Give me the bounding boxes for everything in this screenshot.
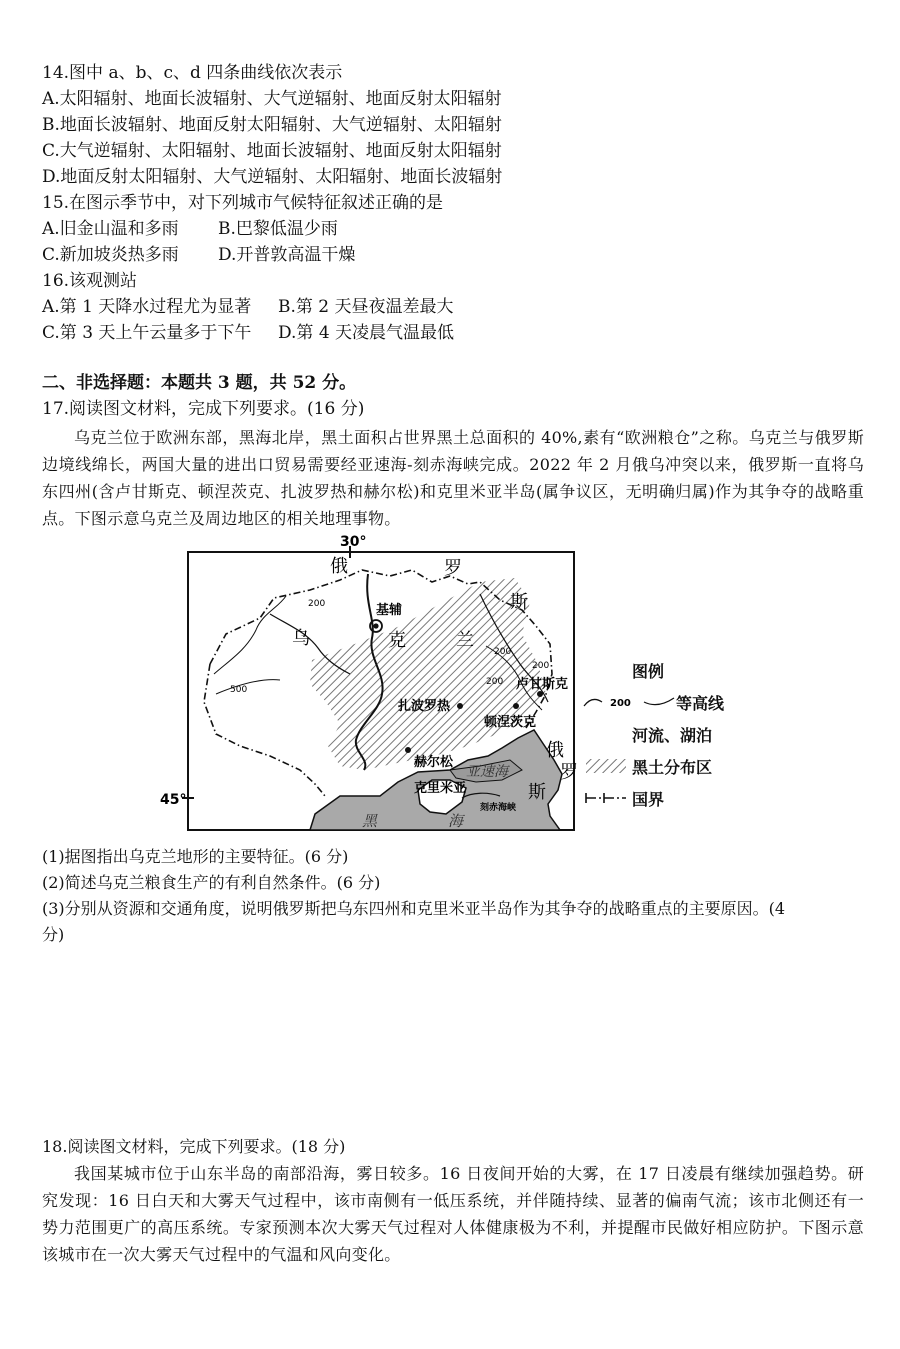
donetsk-marker (513, 703, 519, 709)
q15-options-row1 (42, 218, 338, 240)
lon-label: 30° (340, 534, 367, 550)
kerch-label: 刻赤海峡 (480, 803, 517, 813)
ukraine-2: 克 (388, 630, 406, 651)
azov-label: 亚速海 (466, 764, 508, 780)
q18-stem: 18.阅读图文材料，完成下列要求。(18 分) (42, 1137, 346, 1156)
legend-border-label: 国界 (632, 789, 665, 809)
q15-option-c: C.新加坡炎热多雨 (42, 245, 179, 265)
zaporizhzhia-label: 扎波罗热 (398, 699, 451, 714)
russia-e-2: 罗 (560, 762, 578, 783)
legend-blacksoil-label: 黑土分布区 (632, 757, 713, 777)
contour-200-label-d: 200 (532, 661, 550, 671)
blacksoil-swatch-icon (584, 757, 632, 775)
zaporizhzhia-marker (457, 703, 463, 709)
q16-option-b: B.第 2 天昼夜温差最大 (278, 297, 454, 317)
donetsk-label: 顿涅茨克 (484, 715, 537, 730)
legend-blacksoil-row (582, 750, 762, 782)
q15-option-a: A.旧金山温和多雨 (42, 219, 179, 239)
q18-material: 我国某城市位于山东半岛的南部沿海，雾日较多。16 日夜间开始的大雾，在 17 日凌晨有继续加强趋势。研究发现：16 日白天和大雾天气过程中，该市南侧有一低压系统，并伴随持续、显著的偏南气流；该市北侧还有一势力范围更广的高压系统。专家预测本次大雾天气过程对人体健康极为不利，并提醒市民做好相应防护。下图示意该城市在一次大雾天气过程中的气温和风向变化。 (42, 1164, 864, 1264)
legend-contour-label: 等高线 (676, 693, 725, 713)
q15-options-row2 (42, 244, 355, 266)
russia-n-3: 斯 (510, 592, 528, 613)
legend-title: 图例 (632, 661, 665, 681)
q17-question-3: (3)分别从资源和交通角度，说明俄罗斯把乌东四州和克里米亚半岛作为其争夺的战略重点的主要原因。(4 (42, 899, 786, 918)
contour-200-label-a: 200 (308, 599, 326, 609)
contour-200-label-b: 200 (494, 647, 512, 657)
crimea-label: 克里米亚 (414, 781, 467, 796)
map-legend (582, 654, 762, 814)
lat-label: 45° (160, 792, 187, 808)
q16-option-c: C.第 3 天上午云量多于下午 (42, 323, 252, 343)
legend-rivers-label: 河流、湖泊 (632, 725, 713, 745)
q16-options-row2 (42, 322, 454, 344)
q16-option-a: A.第 1 天降水过程尤为显著 (42, 297, 252, 317)
kherson-label: 赫尔松 (414, 755, 454, 770)
q14-option-b: B.地面长波辐射、地面反射太阳辐射、大气逆辐射、太阳辐射 (42, 115, 502, 135)
russia-n-1: 俄 (330, 556, 348, 577)
legend-rivers-row (582, 718, 762, 750)
q17-material: 乌克兰位于欧洲东部，黑海北岸，黑土面积占世界黑土总面积的 40%,素有“欧洲粮仓”之称。乌克兰与俄罗斯边境线绵长，两国大量的进出口贸易需要经亚速海-刻赤海峡完成。2022 年 2 月俄乌冲突以来，俄罗斯一直将乌东四州(含卢甘斯克、顿涅茨克、扎波罗热和赫尔松)和克里米亚半岛(属争议区，无明确归属)作为其争夺的战略重点。下图示意乌克兰及周边地区的相关地理事物。 (42, 428, 864, 528)
legend-contour-value: 200 (610, 698, 631, 709)
q16-options-row1 (42, 296, 454, 318)
black-sea-label-2: 海 (448, 812, 464, 830)
q14-option-c: C.大气逆辐射、太阳辐射、地面长波辐射、地面反射太阳辐射 (42, 141, 502, 161)
q17-question-2: (2)简述乌克兰粮食生产的有利自然条件。(6 分) (42, 873, 381, 892)
contour-symbol-icon (582, 694, 676, 710)
russia-n-2: 罗 (444, 558, 462, 579)
black-sea-label-1: 黑 (362, 812, 378, 830)
q17-question-1: (1)据图指出乌克兰地形的主要特征。(6 分) (42, 847, 349, 866)
luhansk-label: 卢甘斯克 (516, 677, 569, 692)
q15-option-d: D.开普敦高温干燥 (218, 245, 356, 265)
kyiv-marker-dot (373, 623, 378, 628)
legend-contour-row (582, 686, 762, 718)
q16-stem: 16.该观测站 (42, 271, 138, 291)
q14-option-a: A.太阳辐射、地面长波辐射、大气逆辐射、地面反射太阳辐射 (42, 89, 502, 109)
russia-e-1: 俄 (546, 740, 564, 761)
kyiv-label: 基辅 (376, 603, 403, 618)
q15-option-b: B.巴黎低温少雨 (218, 219, 338, 239)
contour-200-label-c: 200 (486, 677, 504, 687)
legend-title-row (582, 654, 762, 686)
contour-500-label: 500 (230, 685, 248, 695)
q14-stem: 14.图中 a、b、c、d 四条曲线依次表示 (42, 63, 343, 83)
section2-heading: 二、非选择题：本题共 3 题，共 52 分。 (42, 373, 357, 393)
ukraine-3: 兰 (456, 630, 474, 651)
q14-option-d: D.地面反射太阳辐射、大气逆辐射、太阳辐射、地面长波辐射 (42, 167, 503, 187)
q17-stem: 17.阅读图文材料，完成下列要求。(16 分) (42, 399, 365, 419)
ukraine-1: 乌 (292, 628, 310, 649)
q15-stem: 15.在图示季节中，对下列城市气候特征叙述正确的是 (42, 193, 444, 213)
russia-e-3: 斯 (528, 782, 546, 803)
legend-border-row (582, 782, 762, 814)
q16-option-d: D.第 4 天凌晨气温最低 (278, 323, 455, 343)
kherson-marker (405, 747, 411, 753)
border-symbol-icon (584, 790, 632, 806)
q17-question-3-cont: 分) (42, 925, 65, 944)
